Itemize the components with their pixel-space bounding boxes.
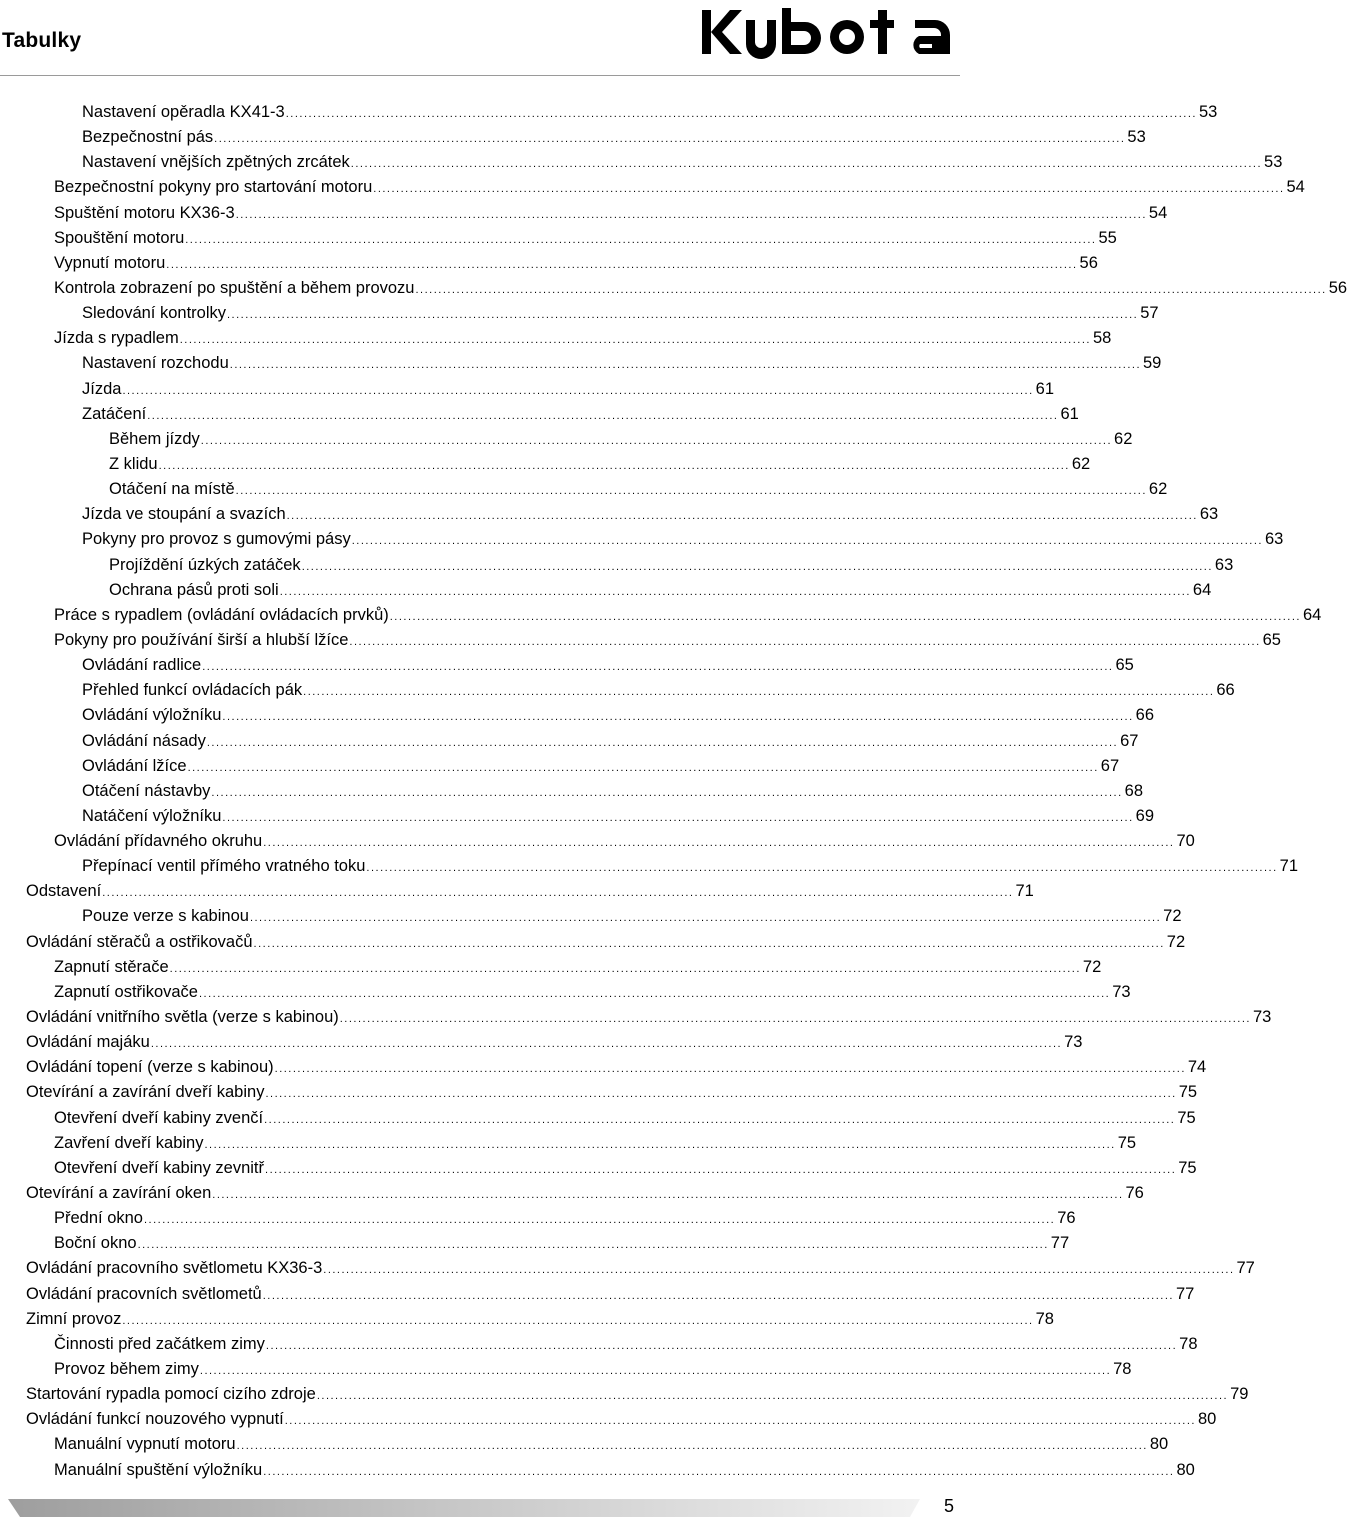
toc-entry-title: Přehled funkcí ovládacích pák bbox=[82, 681, 303, 700]
toc-entry-title: Manuální spuštění výložníku bbox=[54, 1460, 263, 1479]
toc-entry-page: 68 bbox=[1124, 781, 1144, 800]
toc-entry-page: 78 bbox=[1035, 1309, 1054, 1328]
toc-dot-leader: ........................................................................................................................................................................................................ bbox=[366, 862, 1278, 875]
toc-dot-leader: ........................................................................................................................................................................................................ bbox=[303, 686, 1215, 699]
toc-entry-title: Během jízdy bbox=[109, 429, 200, 448]
toc-entry-page: 56 bbox=[1328, 278, 1347, 297]
toc-entry[interactable] bbox=[54, 1231, 1070, 1256]
toc-dot-leader: ........................................................................................................................................................................................................ bbox=[286, 510, 1198, 523]
toc-entry[interactable] bbox=[54, 1206, 1076, 1231]
toc-dot-leader: ........................................................................................................................................................................................................ bbox=[150, 1038, 1063, 1051]
toc-dot-leader: ........................................................................................................................................................................................................ bbox=[351, 535, 1263, 548]
toc-entry-title: Nastavení opěradla KX41-3 bbox=[82, 103, 285, 121]
toc-dot-leader: ........................................................................................................................................................................................................ bbox=[235, 208, 1147, 221]
toc-entry-page: 66 bbox=[1216, 681, 1235, 700]
toc-dot-leader: ........................................................................................................................................................................................................ bbox=[274, 1063, 1186, 1076]
toc-entry-page: 76 bbox=[1057, 1209, 1076, 1228]
toc-entry[interactable] bbox=[26, 1181, 1144, 1206]
toc-entry-page: 63 bbox=[1264, 530, 1284, 549]
toc-dot-leader: ........................................................................................................................................................................................................ bbox=[373, 183, 1285, 196]
toc-dot-leader: ........................................................................................................................................................................................................ bbox=[285, 108, 1197, 120]
toc-dot-leader: ........................................................................................................................................................................................................ bbox=[263, 1465, 1175, 1478]
toc-entry-page: 58 bbox=[1092, 329, 1112, 348]
toc-entry-title: Ochrana pásů proti soli bbox=[109, 580, 279, 599]
toc-entry[interactable] bbox=[26, 930, 1186, 955]
toc-entry[interactable] bbox=[109, 477, 1168, 502]
toc-entry-title: Ovládání funkcí nouzového vypnutí bbox=[26, 1410, 284, 1429]
toc-entry-title: Zimní provoz bbox=[26, 1309, 122, 1328]
toc-entry-page: 74 bbox=[1187, 1058, 1207, 1077]
toc-entry-title: Zavření dveří kabiny bbox=[54, 1133, 204, 1152]
toc-entry-title: Ovládání stěračů a ostřikovačů bbox=[26, 932, 253, 951]
toc-entry[interactable] bbox=[82, 502, 1219, 527]
toc-entry-title: Otevření dveří kabiny zvenčí bbox=[54, 1108, 264, 1127]
toc-entry-title: Ovládání výložníku bbox=[82, 706, 222, 725]
toc-entry[interactable] bbox=[54, 226, 1117, 251]
toc-dot-leader: ........................................................................................................................................................................................................ bbox=[211, 786, 1123, 799]
toc-entry-title: Zatáčení bbox=[82, 404, 147, 423]
toc-entry[interactable] bbox=[54, 1357, 1132, 1382]
toc-dot-leader: ........................................................................................................................................................................................................ bbox=[187, 761, 1099, 774]
page-header bbox=[0, 0, 960, 76]
toc-entry-page: 75 bbox=[1117, 1133, 1137, 1152]
toc-entry-page: 76 bbox=[1125, 1184, 1144, 1203]
toc-entry-page: 73 bbox=[1112, 982, 1131, 1001]
toc-entry[interactable] bbox=[26, 1307, 1054, 1332]
toc-entry[interactable] bbox=[54, 603, 1322, 628]
toc-dot-leader: ........................................................................................................................................................................................................ bbox=[143, 1214, 1056, 1227]
toc-dot-leader: ........................................................................................................................................................................................................ bbox=[236, 1440, 1148, 1453]
toc-entry[interactable] bbox=[26, 879, 1034, 904]
toc-entry-page: 62 bbox=[1071, 454, 1091, 473]
toc-dot-leader: ........................................................................................................................................................................................................ bbox=[122, 1314, 1034, 1327]
toc-entry-page: 61 bbox=[1060, 404, 1079, 423]
toc-entry-title: Jízda bbox=[82, 379, 122, 398]
toc-dot-leader: ........................................................................................................................................................................................................ bbox=[262, 1289, 1174, 1302]
toc-entry-title: Provoz během zimy bbox=[54, 1360, 199, 1378]
toc-entry-page: 66 bbox=[1135, 706, 1154, 725]
toc-dot-leader: ........................................................................................................................................................................................................ bbox=[222, 811, 1134, 824]
toc-entry-title: Ovládání pracovních světlometů bbox=[26, 1284, 262, 1303]
toc-dot-leader: ........................................................................................................................................................................................................ bbox=[265, 1163, 1177, 1176]
toc-entry[interactable] bbox=[109, 578, 1212, 603]
toc-entry[interactable] bbox=[54, 980, 1131, 1005]
toc-entry-title: Jízda s rypadlem bbox=[54, 329, 179, 348]
toc-entry-title: Vypnutí motoru bbox=[54, 253, 166, 272]
toc-entry-page: 54 bbox=[1286, 178, 1305, 197]
toc-entry-title: Zapnutí ostřikovače bbox=[54, 982, 198, 1001]
toc-entry-page: 71 bbox=[1279, 857, 1299, 876]
toc-entry[interactable] bbox=[26, 1005, 1272, 1030]
toc-entry-page: 64 bbox=[1192, 580, 1212, 599]
toc-dot-leader: ........................................................................................................................................................................................................ bbox=[284, 1415, 1196, 1428]
toc-entry[interactable] bbox=[54, 251, 1098, 276]
toc-entry-title: Ovládání majáku bbox=[26, 1033, 150, 1052]
toc-entry-page: 67 bbox=[1100, 756, 1120, 775]
toc-entry[interactable] bbox=[54, 326, 1112, 351]
toc-entry[interactable] bbox=[54, 829, 1195, 854]
toc-entry[interactable] bbox=[54, 1432, 1169, 1457]
toc-entry-title: Ovládání lžíce bbox=[82, 756, 187, 775]
toc-entry-title: Otevírání a zavírání oken bbox=[26, 1184, 212, 1203]
toc-entry-title: Otáčení na místě bbox=[109, 480, 235, 499]
toc-dot-leader: ........................................................................................................................................................................................................ bbox=[137, 1239, 1049, 1252]
toc-entry[interactable] bbox=[82, 678, 1235, 703]
toc-entry[interactable] bbox=[82, 351, 1162, 376]
toc-entry-page: 80 bbox=[1197, 1410, 1217, 1429]
toc-entry[interactable] bbox=[82, 779, 1144, 804]
toc-entry[interactable] bbox=[26, 1030, 1083, 1055]
toc-dot-leader: ........................................................................................................................................................................................................ bbox=[253, 937, 1165, 950]
toc-entry-page: 63 bbox=[1214, 555, 1234, 574]
toc-entry-title: Kontrola zobrazení po spuštění a během provozu bbox=[54, 278, 415, 297]
toc-entry-page: 79 bbox=[1230, 1385, 1249, 1404]
toc-entry-page: 71 bbox=[1015, 882, 1034, 901]
toc-entry[interactable] bbox=[26, 1282, 1195, 1307]
toc-dot-leader: ........................................................................................................................................................................................................ bbox=[222, 711, 1134, 724]
toc-entry-page: 75 bbox=[1178, 1083, 1198, 1102]
toc-dot-leader: ........................................................................................................................................................................................................ bbox=[204, 1138, 1116, 1151]
toc-dot-leader: ........................................................................................................................................................................................................ bbox=[389, 610, 1301, 623]
toc-entry-page: 73 bbox=[1252, 1008, 1272, 1027]
toc-entry-page: 70 bbox=[1176, 832, 1195, 851]
toc-entry[interactable] bbox=[109, 452, 1091, 477]
toc-entry-title: Otevírání a zavírání dveří kabiny bbox=[26, 1083, 265, 1102]
toc-entry-title: Ovládání topení (verze s kabinou) bbox=[26, 1058, 274, 1077]
toc-entry-title: Přední okno bbox=[54, 1209, 143, 1228]
toc-entry-title: Z klidu bbox=[109, 454, 158, 473]
toc-entry[interactable] bbox=[54, 1156, 1197, 1181]
toc-entry-title: Pokyny pro provoz s gumovými pásy bbox=[82, 530, 351, 549]
toc-dot-leader: ........................................................................................................................................................................................................ bbox=[415, 283, 1327, 296]
toc-entry-title: Práce s rypadlem (ovládání ovládacích prvků) bbox=[54, 605, 389, 624]
toc-dot-leader: ........................................................................................................................................................................................................ bbox=[349, 635, 1261, 648]
toc-entry[interactable] bbox=[82, 301, 1159, 326]
toc-entry[interactable] bbox=[82, 729, 1139, 754]
toc-entry-page: 61 bbox=[1035, 379, 1055, 398]
toc-dot-leader: ........................................................................................................................................................................................................ bbox=[158, 459, 1070, 472]
toc-entry-page: 80 bbox=[1149, 1435, 1169, 1454]
toc-entry-page: 77 bbox=[1236, 1259, 1255, 1278]
toc-dot-leader: ........................................................................................................................................................................................................ bbox=[350, 158, 1263, 171]
toc-entry-title: Spouštění motoru bbox=[54, 228, 185, 247]
toc-entry[interactable] bbox=[82, 150, 1283, 175]
toc-entry-title: Odstavení bbox=[26, 882, 102, 901]
toc-entry-page: 73 bbox=[1064, 1033, 1083, 1052]
toc-entry-page: 77 bbox=[1050, 1234, 1070, 1253]
toc-entry[interactable] bbox=[109, 553, 1234, 578]
toc-entry[interactable] bbox=[82, 100, 1218, 125]
toc-entry-page: 65 bbox=[1115, 656, 1134, 675]
toc-entry[interactable] bbox=[82, 904, 1182, 929]
toc-dot-leader: ........................................................................................................................................................................................................ bbox=[179, 334, 1091, 347]
toc-dot-leader: ........................................................................................................................................................................................................ bbox=[279, 585, 1191, 598]
toc-entry[interactable] bbox=[26, 1256, 1255, 1281]
section-title: Tabulky bbox=[2, 29, 82, 52]
toc-entry-title: Otáčení nástavby bbox=[82, 781, 211, 800]
toc-entry-page: 63 bbox=[1199, 505, 1219, 524]
toc-entry[interactable] bbox=[82, 754, 1120, 779]
toc-entry-page: 54 bbox=[1148, 203, 1168, 222]
footer-decorative-band bbox=[8, 1497, 920, 1519]
toc-entry-page: 72 bbox=[1082, 957, 1102, 976]
toc-entry[interactable] bbox=[82, 703, 1154, 728]
toc-dot-leader: ........................................................................................................................................................................................................ bbox=[229, 359, 1141, 372]
toc-dot-leader: ........................................................................................................................................................................................................ bbox=[316, 1390, 1229, 1403]
toc-entry-title: Natáčení výložníku bbox=[82, 806, 222, 825]
toc-entry-title: Boční okno bbox=[54, 1234, 137, 1253]
toc-entry-page: 55 bbox=[1098, 228, 1117, 247]
toc-dot-leader: ........................................................................................................................................................................................................ bbox=[227, 309, 1139, 322]
toc-entry-page: 72 bbox=[1166, 932, 1186, 951]
toc-entry-page: 59 bbox=[1143, 354, 1162, 373]
toc-entry-page: 62 bbox=[1148, 480, 1168, 499]
toc-entry-title: Projíždění úzkých zatáček bbox=[109, 555, 301, 574]
toc-dot-leader: ........................................................................................................................................................................................................ bbox=[265, 1339, 1178, 1352]
toc-entry[interactable] bbox=[26, 1080, 1198, 1105]
toc-entry-page: 67 bbox=[1120, 731, 1139, 750]
page-number: 5 bbox=[943, 1496, 954, 1516]
toc-entry-page: 64 bbox=[1302, 605, 1322, 624]
toc-dot-leader: ........................................................................................................................................................................................................ bbox=[199, 987, 1111, 1000]
toc-entry-title: Otevření dveří kabiny zevnitř bbox=[54, 1158, 265, 1177]
toc-entry-title: Nastavení vnějších zpětných zrcátek bbox=[82, 153, 350, 172]
toc-entry[interactable] bbox=[82, 527, 1284, 552]
toc-entry-page: 80 bbox=[1176, 1460, 1195, 1479]
toc-dot-leader: ........................................................................................................................................................................................................ bbox=[214, 133, 1126, 146]
toc-entry-page: 53 bbox=[1264, 153, 1283, 172]
toc-dot-leader: ........................................................................................................................................................................................................ bbox=[122, 384, 1034, 397]
toc-dot-leader: ........................................................................................................................................................................................................ bbox=[263, 837, 1175, 850]
toc-entry-title: Sledování kontrolky bbox=[82, 304, 226, 323]
toc-entry[interactable] bbox=[82, 854, 1299, 879]
toc-entry-title: Zapnutí stěrače bbox=[54, 957, 169, 976]
toc-entry-page: 78 bbox=[1179, 1334, 1198, 1353]
toc-entry-page: 75 bbox=[1178, 1158, 1197, 1177]
toc-entry[interactable] bbox=[54, 1106, 1196, 1131]
toc-entry-title: Manuální vypnutí motoru bbox=[54, 1435, 236, 1454]
toc-entry-page: 62 bbox=[1114, 429, 1133, 448]
toc-entry[interactable] bbox=[54, 276, 1347, 301]
toc-entry-title: Ovládání pracovního světlometu KX36-3 bbox=[26, 1259, 323, 1278]
toc-dot-leader: ........................................................................................................................................................................................................ bbox=[166, 258, 1078, 271]
toc-dot-leader: ........................................................................................................................................................................................................ bbox=[249, 912, 1162, 925]
toc-entry-title: Nastavení rozchodu bbox=[82, 354, 229, 373]
toc-entry[interactable] bbox=[54, 1131, 1137, 1156]
toc-dot-leader: ........................................................................................................................................................................................................ bbox=[147, 409, 1059, 422]
toc-entry[interactable] bbox=[26, 1407, 1217, 1432]
toc-entry-page: 57 bbox=[1140, 304, 1159, 323]
toc-entry[interactable] bbox=[82, 125, 1146, 150]
toc-entry-title: Ovládání násady bbox=[82, 731, 206, 750]
kubota-logo bbox=[700, 6, 958, 58]
toc-entry[interactable] bbox=[82, 804, 1154, 829]
toc-entry-title: Přepínací ventil přímého vratného toku bbox=[82, 857, 366, 876]
toc-entry-title: Bezpečnostní pás bbox=[82, 128, 214, 147]
toc-entry-page: 69 bbox=[1135, 806, 1154, 825]
toc-entry-title: Bezpečnostní pokyny pro startování motoru bbox=[54, 178, 373, 197]
toc-entry[interactable] bbox=[109, 427, 1133, 452]
toc-entry[interactable] bbox=[54, 955, 1102, 980]
toc-dot-leader: ........................................................................................................................................................................................................ bbox=[264, 1113, 1176, 1126]
toc-entry[interactable] bbox=[26, 1382, 1249, 1407]
toc-entry-title: Pouze verze s kabinou bbox=[82, 907, 249, 926]
toc-entry[interactable] bbox=[82, 377, 1055, 402]
toc-dot-leader: ........................................................................................................................................................................................................ bbox=[202, 661, 1114, 674]
toc-dot-leader: ........................................................................................................................................................................................................ bbox=[212, 1189, 1124, 1202]
toc-dot-leader: ........................................................................................................................................................................................................ bbox=[301, 560, 1213, 573]
toc-dot-leader: ........................................................................................................................................................................................................ bbox=[265, 1088, 1177, 1101]
toc-entry-page: 77 bbox=[1175, 1284, 1195, 1303]
toc-dot-leader: ........................................................................................................................................................................................................ bbox=[200, 434, 1113, 447]
toc-entry[interactable] bbox=[82, 653, 1134, 678]
toc-dot-leader: ........................................................................................................................................................................................................ bbox=[102, 887, 1014, 900]
toc-entry-page: 78 bbox=[1113, 1360, 1132, 1378]
toc-entry-title: Činnosti před začátkem zimy bbox=[54, 1334, 265, 1353]
toc-entry-page: 56 bbox=[1079, 253, 1098, 272]
toc-entry-page: 53 bbox=[1198, 103, 1218, 121]
toc-entry-page: 53 bbox=[1127, 128, 1146, 147]
toc-entry[interactable] bbox=[54, 175, 1305, 200]
toc-entry-title: Jízda ve stoupání a svazích bbox=[82, 505, 286, 524]
toc-dot-leader: ........................................................................................................................................................................................................ bbox=[185, 233, 1097, 246]
toc-entry-title: Spuštění motoru KX36-3 bbox=[54, 203, 235, 222]
toc-entry-title: Startování rypadla pomocí cizího zdroje bbox=[26, 1385, 316, 1404]
toc-entry-page: 65 bbox=[1262, 630, 1281, 649]
toc-entry-title: Pokyny pro používání širší a hlubší lžíce bbox=[54, 630, 349, 649]
toc-dot-leader: ........................................................................................................................................................................................................ bbox=[235, 485, 1147, 498]
toc-entry[interactable] bbox=[54, 1332, 1198, 1357]
toc-entry[interactable] bbox=[54, 1458, 1195, 1483]
toc-dot-leader: ........................................................................................................................................................................................................ bbox=[169, 962, 1081, 975]
toc-entry-title: Ovládání vnitřního světla (verze s kabinou) bbox=[26, 1008, 339, 1027]
toc-entry-page: 72 bbox=[1163, 907, 1182, 926]
toc-dot-leader: ........................................................................................................................................................................................................ bbox=[199, 1365, 1112, 1377]
toc-dot-leader: ........................................................................................................................................................................................................ bbox=[339, 1013, 1251, 1026]
toc-entry-title: Ovládání přídavného okruhu bbox=[54, 832, 263, 851]
toc-entry-page: 75 bbox=[1177, 1108, 1196, 1127]
toc-entry[interactable] bbox=[54, 201, 1168, 226]
toc-entry[interactable] bbox=[26, 1055, 1207, 1080]
toc-entry-title: Ovládání radlice bbox=[82, 656, 202, 675]
toc-dot-leader: ........................................................................................................................................................................................................ bbox=[206, 736, 1119, 749]
toc-entry[interactable] bbox=[54, 628, 1281, 653]
toc-entry[interactable] bbox=[82, 402, 1079, 427]
toc-dot-leader: ........................................................................................................................................................................................................ bbox=[323, 1264, 1235, 1277]
